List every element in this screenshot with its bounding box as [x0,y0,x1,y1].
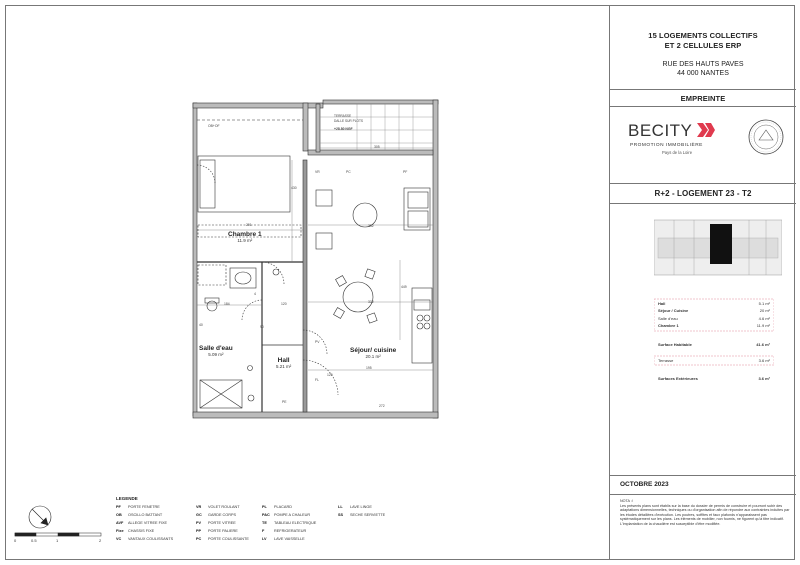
scale-label-1: 1 [56,538,59,543]
label-pc: PC [346,170,351,174]
legend-item: AVF ALLEGE VITREE FIXE [116,521,168,525]
room-chambre [228,231,262,243]
dim-305: 305 [374,145,380,149]
room-hall-name: Hall [277,357,290,364]
scale-label-0: 0 [14,538,17,543]
brand-logo [628,121,715,141]
scale-label-05: 0.5 [31,538,37,543]
area-label-hall: Hall [658,301,666,306]
legend-item: PL PLACARD [262,505,292,509]
north-arrow [29,506,51,528]
dim-449: 449 [401,285,407,289]
legend-item: PP PORTE PALIERE [196,529,238,533]
divider [610,89,796,90]
dim-195: 195 [366,366,372,370]
legend-item: LV LAVE VAISSELLE [262,537,305,541]
scale-label-2: 2 [99,538,102,543]
section-empreinte: EMPREINTE [680,94,726,103]
label-pf: PF [403,170,408,174]
seal-logo-icon [747,118,785,156]
nota-text: Les présents plans sont établis sur la base du dossier de permis de construire et pourront subir des adaptations dimensionnelles, techniques ou d'organisation afin de répondre aux contraintes induites par les études détaillées d'exécution. Les poutres, soffites et faux plafonds n'apparaissent pas systématiquement sur les plans. Les éléments de mobilier, non fournis, ne figurent qu'à titre indicatif. L'implantation de la chaudière est susceptible d'être modifiée. [620,503,790,526]
dim-291: 291 [246,223,252,227]
door-entrance [303,360,338,395]
scale-bar [15,533,101,536]
area-value-sejour: 20 m² [759,308,770,313]
legend-item: OB OSCILLO BATTANT [116,513,163,517]
room-chambre-name: Chambre 1 [228,231,262,238]
room-sejour-area: 20.1 m² [365,354,381,359]
nota-title: NOTA :/ [620,499,633,503]
dim-430: 430 [291,186,297,190]
label-ngf: +28.80 NGF [334,127,353,131]
area-value-hall: 5.1 m² [758,301,770,306]
label-obof: OB+OF [208,124,220,128]
wall-right [433,100,438,418]
area-label-salle-eau: Salle d'eau [658,316,678,321]
area-label-ext: Surfaces Extérieures [658,376,698,381]
legend-item: LL LAVE LINGE [338,505,372,509]
legend-item: VC VANTAUX COULISSANTS [116,537,174,541]
dim-120a: 120 [281,302,287,306]
legend-title: LEGENDE [116,496,138,501]
label-pv: PV [315,340,320,344]
dim-272: 272 [379,404,385,408]
legend [116,496,416,552]
divider [610,203,796,204]
door-bath [242,300,262,320]
dim-120b: 120 [327,373,333,377]
legend-item: PV PORTE VITREE [196,521,236,525]
room-hall-area: 5.21 m² [276,364,292,369]
dim-332b: 332 [368,300,374,304]
unit-title: R+2 - LOGEMENT 23 - T2 [654,189,752,198]
area-value-habitable: 41.6 m² [756,342,770,347]
toilet [207,301,217,311]
wall-mid-vertical [303,103,308,151]
brand-mark-icon [697,123,715,137]
legend-item: PF PORTE FENETRE [116,505,160,509]
legend-item: F REFRIGERATEUR [262,529,307,533]
project-address-1: RUE DES HAUTS PAVES [662,61,744,68]
room-chambre-area: 11.9 m² [237,238,253,243]
dim-4: 4 [254,292,256,296]
brand-tagline: PROMOTION IMMOBILIÈRE [630,143,703,148]
legend-item: SS SECHE SERVIETTE [338,513,386,517]
room-salle-eau [199,345,233,357]
room-hall [276,357,291,369]
label-vr: VR [315,170,320,174]
legend-item: Fixe CHASSIS FIXE [116,529,155,533]
label-dalle: DALLE SUR PLOTS [334,119,364,123]
legend-item: GC GARDE CORPS [196,513,237,517]
washbasin [230,268,256,288]
armchair-1 [316,190,332,206]
label-pe: PE [282,400,287,404]
area-label-sejour: Séjour / Cuisine [658,308,689,313]
nota [620,499,790,527]
date: OCTOBRE 2023 [620,481,669,488]
dim-184: 184 [224,302,230,306]
area-value-terrasse: 3.6 m² [758,358,770,363]
dim-332a: 332 [368,224,374,228]
wall-top-terrace [323,100,438,104]
wall-bottom [193,412,438,418]
label-fl: FL [315,378,319,382]
legend-item: TE TABLEAU ELECTRIQUE [262,521,317,525]
wall-left [193,103,197,416]
project-title-2: ET 2 CELLULES ERP [664,41,742,50]
label-terrasse: TERRASSE [334,114,352,118]
area-value-ext: 3.6 m² [758,376,770,381]
area-label-habitable: Surface Habitable [658,342,692,347]
area-label-terrasse: Terrasse [658,358,674,363]
room-salle-eau-area: 5.09 m² [208,352,224,357]
room-sejour [350,347,396,359]
legend-item: PAC POMPE A CHALEUR [262,513,311,517]
brand-region: Pays de la Loire [662,150,693,155]
divider [610,475,796,476]
legend-item: PC PORTE COULISSANTE [196,537,249,541]
area-label-chambre: Chambre 1 [658,323,679,328]
wall-mid-vertical-2 [303,160,307,412]
room-sejour-name: Séjour/ cuisine [350,347,397,354]
project-title-1: 15 LOGEMENTS COLLECTIFS [648,31,758,40]
wall-terrace-bottom [308,150,433,155]
title-block [609,5,795,560]
divider [610,106,796,107]
dining-table [343,282,373,312]
area-value-salle-eau: 4.6 m² [758,316,770,321]
dim-90: 90 [260,325,264,329]
key-plan [654,210,782,280]
kitchen-counter [412,288,432,363]
project-address-2: 44 000 NANTES [677,70,729,77]
wall-terrace-left [316,104,320,152]
dim-40: 40 [199,323,203,327]
armchair-2 [316,233,332,249]
room-salle-eau-name: Salle d'eau [199,345,233,352]
divider [610,183,796,184]
divider [610,494,796,495]
legend-item: VR VOLET ROULANT [196,505,240,509]
area-value-chambre: 11.9 m² [756,323,770,328]
brand-name: BECITY [628,121,693,140]
